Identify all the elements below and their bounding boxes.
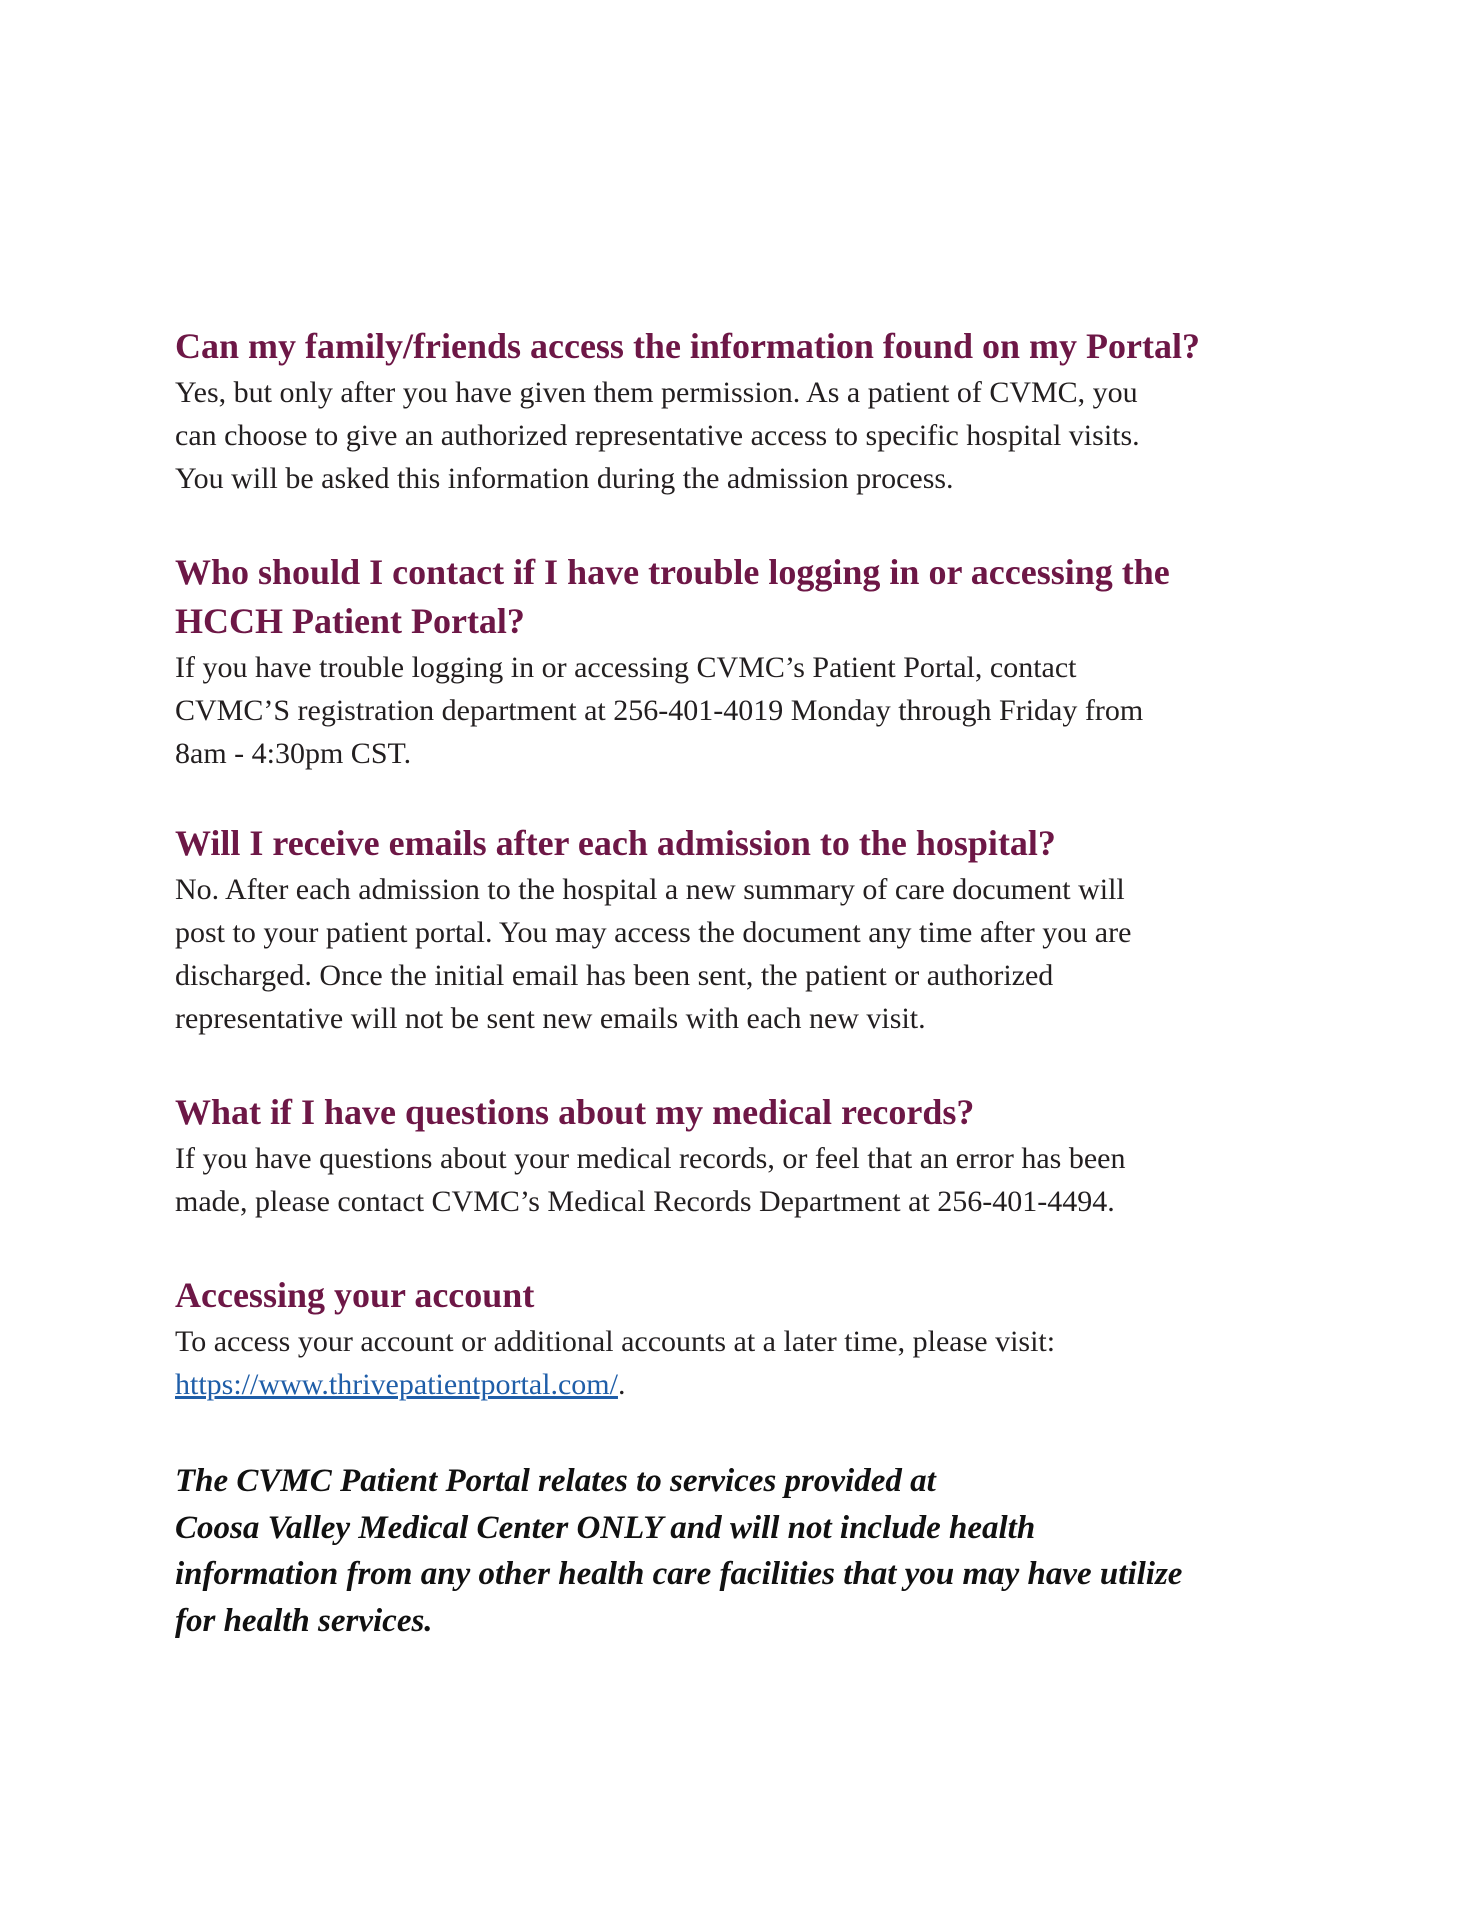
faq-question: Can my family/friends access the information found on my Portal? [175,326,1200,366]
answer-line: discharged. Once the initial email has been sent, the patient or authorized [175,959,1054,992]
faq-question: Will I receive emails after each admission to the hospital? [175,823,1056,863]
account-instruction: To access your account or additional accounts at a later time, please visit: [175,1325,1056,1358]
account-access-section [175,1271,1335,1406]
answer-line: 8am - 4:30pm CST. [175,737,412,770]
answer-line: made, please contact CVMC’s Medical Records Department at 256-401-4494. [175,1185,1115,1218]
account-heading: Accessing your account [175,1275,535,1315]
disclaimer-section [175,1458,1335,1644]
question-line: Who should I contact if I have trouble logging in or accessing the [175,552,1170,592]
faq-answer [175,868,1335,1040]
disclaimer-line: The CVMC Patient Portal relates to services provided at [175,1463,936,1499]
answer-line: You will be asked this information during the admission process. [175,462,954,495]
answer-line: Yes, but only after you have given them permission. As a patient of CVMC, you [175,376,1138,409]
faq-section-login-help [175,548,1335,775]
answer-line: CVMC’S registration department at 256-401-4019 Monday through Friday from [175,694,1144,727]
account-link-line [175,1363,1335,1406]
faq-question [175,548,1335,646]
faq-answer [175,1137,1335,1223]
answer-line: representative will not be sent new emails with each new visit. [175,1002,926,1035]
answer-line: No. After each admission to the hospital a new summary of care document will [175,873,1125,906]
faq-section-emails [175,819,1335,1040]
answer-line: If you have trouble logging in or accessing CVMC’s Patient Portal, contact [175,651,1077,684]
disclaimer-line: information from any other health care facilities that you may have utilize [175,1556,1183,1592]
portal-link[interactable]: https://www.thrivepatientportal.com/ [175,1368,618,1401]
answer-line: post to your patient portal. You may access the document any time after you are [175,916,1132,949]
question-line: HCCH Patient Portal? [175,601,525,641]
faq-section-family-access [175,322,1335,500]
faq-answer [175,371,1335,500]
answer-line: If you have questions about your medical records, or feel that an error has been [175,1142,1126,1175]
faq-section-medical-records [175,1088,1335,1223]
disclaimer-line: Coosa Valley Medical Center ONLY and will not include health [175,1509,1036,1546]
account-text [175,1320,1335,1406]
link-suffix: . [617,1368,626,1401]
disclaimer-line: for health services. [175,1602,433,1639]
disclaimer-text [175,1458,1335,1644]
answer-line: can choose to give an authorized representative access to specific hospital visits. [175,419,1140,452]
faq-answer [175,646,1335,775]
faq-question: What if I have questions about my medical records? [175,1092,975,1132]
